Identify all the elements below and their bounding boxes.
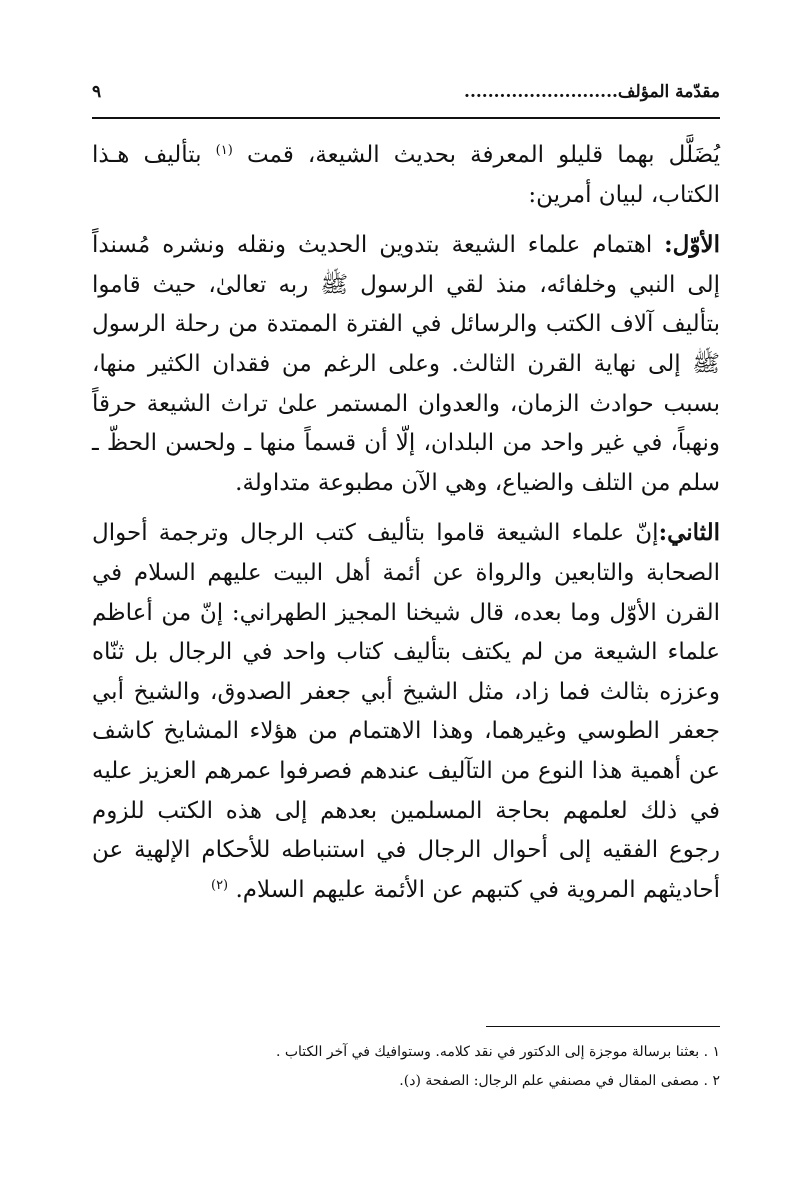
paragraph-second-point: [92, 513, 720, 910]
running-header: [92, 78, 720, 112]
footnotes: [92, 1038, 720, 1096]
paragraph-intro: [92, 136, 720, 215]
footnote-reference: (٢): [210, 877, 229, 893]
footnote-rule: [486, 1026, 720, 1027]
footnote-item: ١ . بعثنا برسالة موجزة إلى الدكتور في نقد كلامه. وستوافيك في آخر الكتاب .: [275, 1044, 720, 1060]
header-rule: [92, 117, 720, 119]
running-title: مقدّمة المؤلف..........................: [464, 82, 720, 102]
body-text: [92, 136, 720, 910]
footnote-item: ٢ . مصفى المقال في مصنفي علم الرجال: الصفحة (د).: [399, 1073, 720, 1089]
paragraph-lead-term: الثاني:: [658, 519, 720, 547]
paragraph-lead-term: الأوّل:: [664, 231, 720, 259]
paragraph-first-point: [92, 225, 720, 503]
footnote-reference: (١): [215, 143, 233, 158]
page-number: ٩: [92, 82, 102, 102]
paragraph-text: بتأليف هـذا الكتاب، لبيان أمرين:: [92, 142, 720, 208]
paragraph-text: اهتمام علماء الشيعة بتدوين الحديث ونقله ونشره مُسنداً إلى النبي وخلفائه، منذ لقي الرسول ﷺ ربه تعالىٰ، حيث قاموا بتأليف آلاف الكتب والرسائل في الفترة الممتدة من رحلة الرسول ﷺ إلى نهاية القرن الثالث. وعلى الرغم من فقدان الكثير منها، بسبب حوادث الزمان، والعدوان المستمر علىٰ تراث الشيعة حرقاً ونهباً، في غير واحد من البلدان، إلّا أن قسماً منها ـ ولحسن الحظّ ـ سلم من التلف والضياع، وهي الآن مطبوعة متداولة.: [92, 232, 720, 496]
paragraph-text: يُضَلَّل بهما قليلو المعرفة بحديث الشيعة، قمت: [246, 142, 721, 168]
paragraph-text: إنّ علماء الشيعة قاموا بتأليف كتب الرجال وترجمة أحوال الصحابة والتابعين والرواة عن أئمة أهل البيت عليهم السلام في القرن الأوّل وما بعده، قال شيخنا المجيز الطهراني: إنّ من أعاظم علماء الشيعة من لم يكتف بتأليف كتاب واحد في الرجال بل ثنّاه وعززه بثالث فما زاد، مثل الشيخ أبي جعفر الصدوق، والشيخ أبي جعفر الطوسي وغيرهما، وهذا الاهتمام من هؤلاء المشايخ كاشف عن أهمية هذا النوع من التآليف عندهم فصرفوا عمرهم العزيز عليه في ذلك لعلمهم بحاجة المسلمين بعدهم إلى هذه الكتب للزوم رجوع الفقيه إلى أحوال الرجال في استنباطه للأحكام الإلهية عن أحاديثهم المروية في كتبهم عن الأئمة عليهم السلام.: [92, 520, 720, 903]
